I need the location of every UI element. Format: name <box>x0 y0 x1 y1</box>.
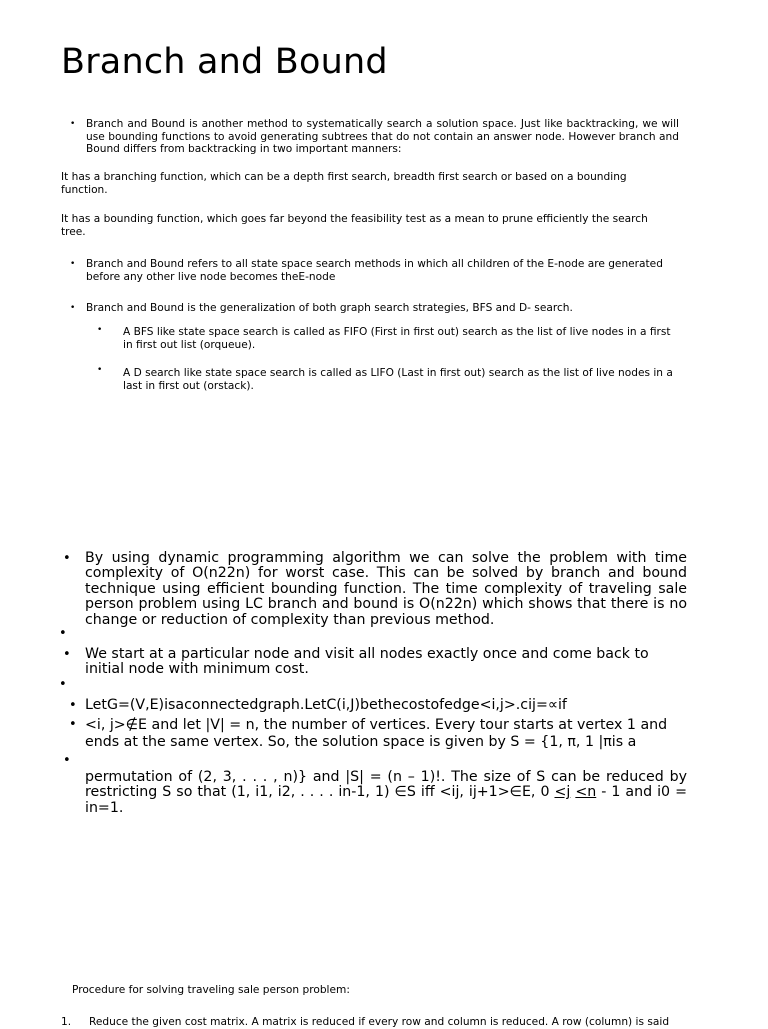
tsp-paragraph-5 <box>85 770 687 816</box>
tsp-paragraph-4a: <i, j>∉E and let |V| = n, the number of vertices. Every tour starts at vertex 1 and <box>85 717 668 733</box>
bullet-icon: • <box>63 753 71 768</box>
intro-paragraph-1: It has a branching function, which can be a depth first search, breadth first search or based on a bounding function. <box>61 171 627 196</box>
bullet-icon: • <box>69 698 77 713</box>
bullet-icon: • <box>70 303 76 313</box>
procedure-heading: Procedure for solving traveling sale person problem: <box>72 984 350 996</box>
bullet-icon: • <box>97 365 103 375</box>
bullet-icon: • <box>63 647 71 662</box>
tsp-paragraph-1: By using dynamic programming algorithm we can solve the problem with time complexity of O(n22n) for worst case. This can be solved by branch and bound technique using efficient bounding function. The time complexity of traveling sale person problem using LC branch and bound is O(n22n) which shows that there is no change or reduction of complexity than previous method. <box>85 550 687 628</box>
bullet-icon: • <box>70 259 76 269</box>
bullet-icon: • <box>59 626 67 641</box>
leq-j: <j <box>554 784 571 801</box>
intro-bullet-2: Branch and Bound refers to all state space search methods in which all children of the E-node are generated before any other live node becomes theE-node <box>86 258 663 283</box>
intro-bullet-3: Branch and Bound is the generalization of both graph search strategies, BFS and D- search. <box>86 302 573 314</box>
bullet-icon: • <box>63 551 71 566</box>
intro-paragraph-2: It has a bounding function, which goes far beyond the feasibility test as a mean to prune efficiently the search tree. <box>61 213 648 238</box>
tsp-paragraph-3: LetG=(V,E)isaconnectedgraph.LetC(i,J)bethecostofedge<i,j>.cij=∝if <box>85 697 567 713</box>
tsp-paragraph-5-text: permutation of (2, 3, . . . , n)} and |S| = (n – 1)!. The size of S can be reduced by restricting S so that (1, i1, i2, . . . . in-1, 1) ∈S iff <ij, ij+1>∈E, 0 <box>85 769 687 801</box>
sub-bullet-fifo: A BFS like state space search is called as FIFO (First in first out) search as the list of live nodes in a first in first out list (orqueue). <box>123 326 671 351</box>
step-number: 1. <box>61 1016 72 1028</box>
leq-n: <n <box>575 784 597 801</box>
bullet-icon: • <box>70 119 76 129</box>
intro-bullet-1: Branch and Bound is another method to systematically search a solution space. Just like backtracking, we will use bounding functions to avoid generating subtrees that do not contain an answer node. However branch and Bound differs from backtracking in two important manners: <box>86 118 679 156</box>
page-title: Branch and Bound <box>61 42 388 82</box>
bullet-icon: • <box>97 325 103 335</box>
tsp-paragraph-4b: ends at the same vertex. So, the solution space is given by S = {1, π, 1 |πis a <box>85 734 637 750</box>
tsp-paragraph-2: We start at a particular node and visit all nodes exactly once and come back to initial node with minimum cost. <box>85 646 649 678</box>
bullet-icon: • <box>59 677 67 692</box>
sub-bullet-lifo: A D search like state space search is called as LIFO (Last in first out) search as the list of live nodes in a last in first out (orstack). <box>123 367 673 392</box>
procedure-step-1: Reduce the given cost matrix. A matrix is reduced if every row and column is reduced. A row (column) is said <box>89 1016 670 1028</box>
tsp-paragraph-5-end: - 1 and i0 = in=1. <box>85 784 687 816</box>
bullet-icon: • <box>69 717 77 732</box>
